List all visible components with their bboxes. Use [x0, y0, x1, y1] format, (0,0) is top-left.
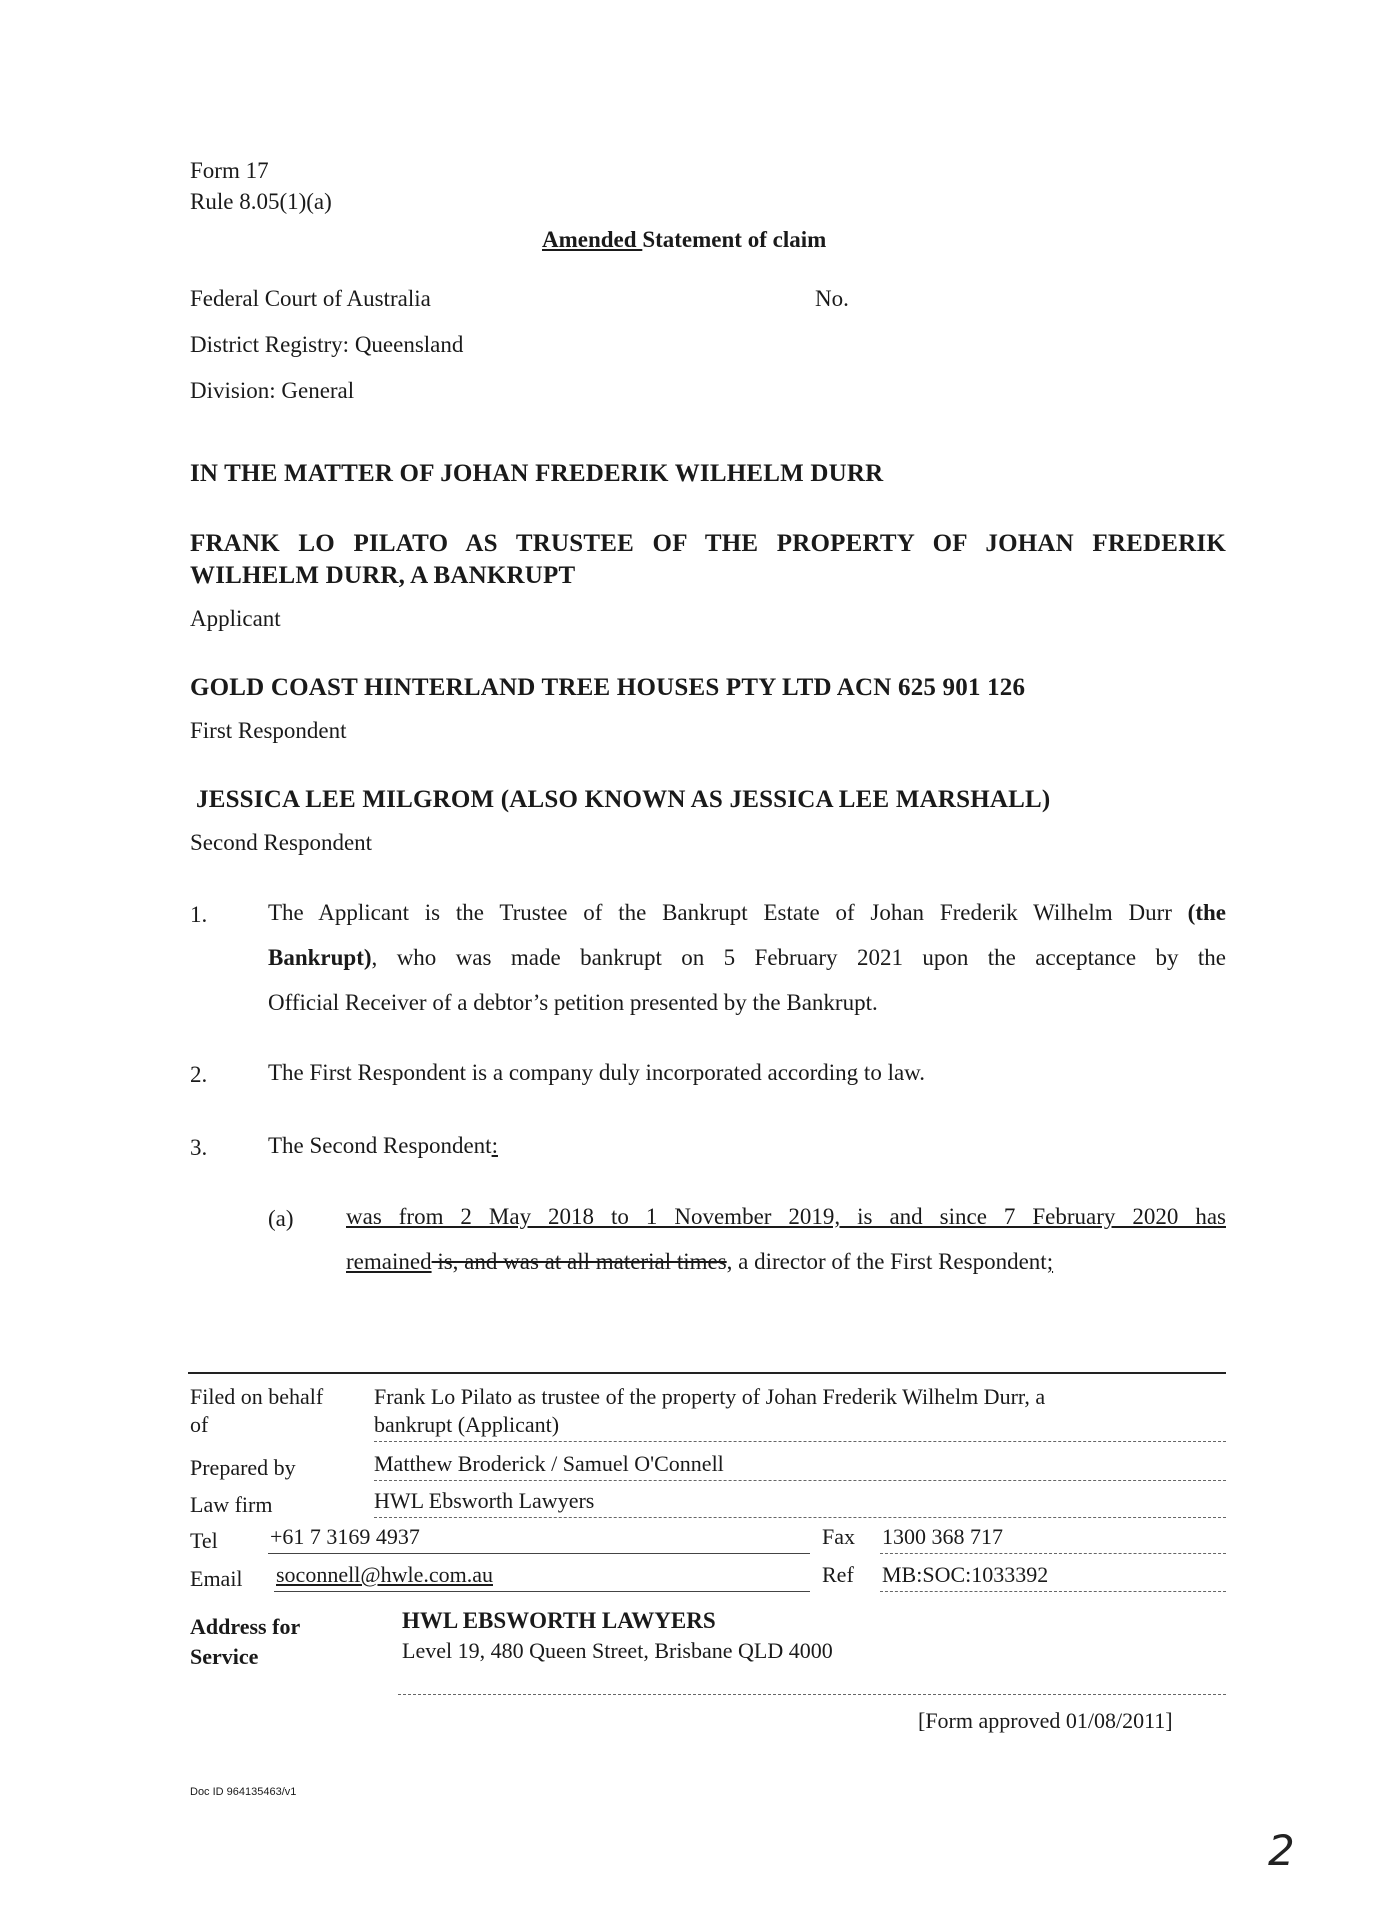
paragraph-text: The Applicant is the Trustee of the Bankrupt Estate of Johan Frederik Wilhelm Durr — [268, 900, 1188, 925]
defined-term: (the — [1187, 900, 1226, 925]
handwritten-page-number: 2 — [1268, 1826, 1295, 1875]
field-rule — [374, 1517, 1226, 1518]
subparagraph-a-line1: was from 2 May 2018 to 1 November 2019, is and since 7 February 2020 has — [346, 1204, 1226, 1229]
applicant-name-line1: FRANK LO PILATO AS TRUSTEE OF THE PROPERTY OF JOHAN FREDERIK — [190, 530, 1226, 557]
prepared-by-label: Prepared by — [190, 1455, 296, 1480]
field-rule — [268, 1553, 810, 1554]
doc-id: Doc ID 964135463/v1 — [190, 1786, 297, 1798]
amendment-insert: : — [491, 1133, 498, 1158]
paragraph-text: , who was made bankrupt on 5 February 2021 upon the acceptance by the — [371, 945, 1226, 970]
field-rule — [880, 1591, 1226, 1592]
first-respondent-role: First Respondent — [190, 718, 347, 743]
field-rule — [374, 1441, 1226, 1442]
ref-value: MB:SOC:1033392 — [882, 1562, 1049, 1587]
amendment-insert: ; — [1046, 1249, 1054, 1274]
subparagraph-label: (a) — [268, 1206, 294, 1231]
email-label: Email — [190, 1566, 243, 1591]
filed-on-behalf-label: Filed on behalf — [190, 1384, 324, 1409]
subparagraph-a-line2 — [346, 1239, 1053, 1284]
law-firm-value: HWL Ebsworth Lawyers — [374, 1488, 595, 1513]
defined-term: Bankrupt) — [268, 945, 372, 970]
second-respondent-name: JESSICA LEE MILGROM (ALSO KNOWN AS JESSICA LEE MARSHALL) — [196, 786, 1051, 813]
first-respondent-name: GOLD COAST HINTERLAND TREE HOUSES PTY LTD ACN 625 901 126 — [190, 674, 1026, 701]
filed-on-behalf-value: Frank Lo Pilato as trustee of the property of Johan Frederik Wilhelm Durr, a — [374, 1384, 1046, 1409]
paragraph-3-text — [268, 1123, 498, 1168]
paragraph-text: , a director of the First Respondent — [726, 1249, 1047, 1274]
service-firm-name: HWL EBSWORTH LAWYERS — [402, 1608, 716, 1633]
filing-top-rule — [188, 1372, 1226, 1374]
field-rule — [398, 1694, 1226, 1695]
division: Division: General — [190, 378, 355, 403]
district-registry: District Registry: Queensland — [190, 332, 464, 357]
ref-label: Ref — [822, 1562, 854, 1587]
document-title — [542, 227, 826, 253]
amendment-deletion: is, and was at all material times — [431, 1249, 727, 1274]
paragraph-1-line2 — [268, 935, 1226, 980]
amendment-insert: remained — [346, 1249, 432, 1274]
paragraph-1-line3: Official Receiver of a debtor’s petition presented by the Bankrupt. — [268, 990, 878, 1015]
tel-value: +61 7 3169 4937 — [270, 1524, 420, 1549]
rule-reference: Rule 8.05(1)(a) — [190, 189, 332, 214]
paragraph-number: 2. — [190, 1062, 208, 1087]
field-rule — [374, 1480, 1226, 1481]
address-for-service-label: Address for — [190, 1614, 301, 1639]
paragraph-number: 3. — [190, 1135, 208, 1160]
paragraph-2-text: The First Respondent is a company duly incorporated according to law. — [268, 1060, 926, 1085]
court-name: Federal Court of Australia — [190, 286, 431, 311]
address-for-service-label-cont: Service — [190, 1644, 259, 1669]
prepared-by-value: Matthew Broderick / Samuel O'Connell — [374, 1451, 724, 1476]
title-amended-insert: Amended — [542, 227, 643, 252]
form-approved-note: [Form approved 01/08/2011] — [918, 1708, 1173, 1733]
filed-on-behalf-label-cont: of — [190, 1412, 209, 1437]
file-number-label: No. — [815, 286, 849, 311]
service-address: Level 19, 480 Queen Street, Brisbane QLD 4000 — [402, 1638, 833, 1663]
form-number: Form 17 — [190, 158, 269, 183]
paragraph-number: 1. — [190, 902, 208, 927]
applicant-name-line2: WILHELM DURR, A BANKRUPT — [190, 562, 576, 589]
applicant-role: Applicant — [190, 606, 281, 631]
fax-label: Fax — [822, 1524, 855, 1549]
paragraph-text: The Second Respondent — [268, 1133, 492, 1158]
email-value[interactable]: soconnell@hwle.com.au — [276, 1562, 493, 1587]
matter-heading: IN THE MATTER OF JOHAN FREDERIK WILHELM DURR — [190, 460, 884, 487]
fax-value: 1300 368 717 — [882, 1524, 1003, 1549]
law-firm-label: Law firm — [190, 1492, 273, 1517]
paragraph-1-line1 — [268, 890, 1226, 935]
filed-on-behalf-value-cont: bankrupt (Applicant) — [374, 1412, 560, 1437]
second-respondent-role: Second Respondent — [190, 830, 373, 855]
field-rule — [880, 1553, 1226, 1554]
title-main: Statement of claim — [642, 227, 827, 252]
tel-label: Tel — [190, 1528, 218, 1553]
field-rule — [274, 1591, 810, 1592]
